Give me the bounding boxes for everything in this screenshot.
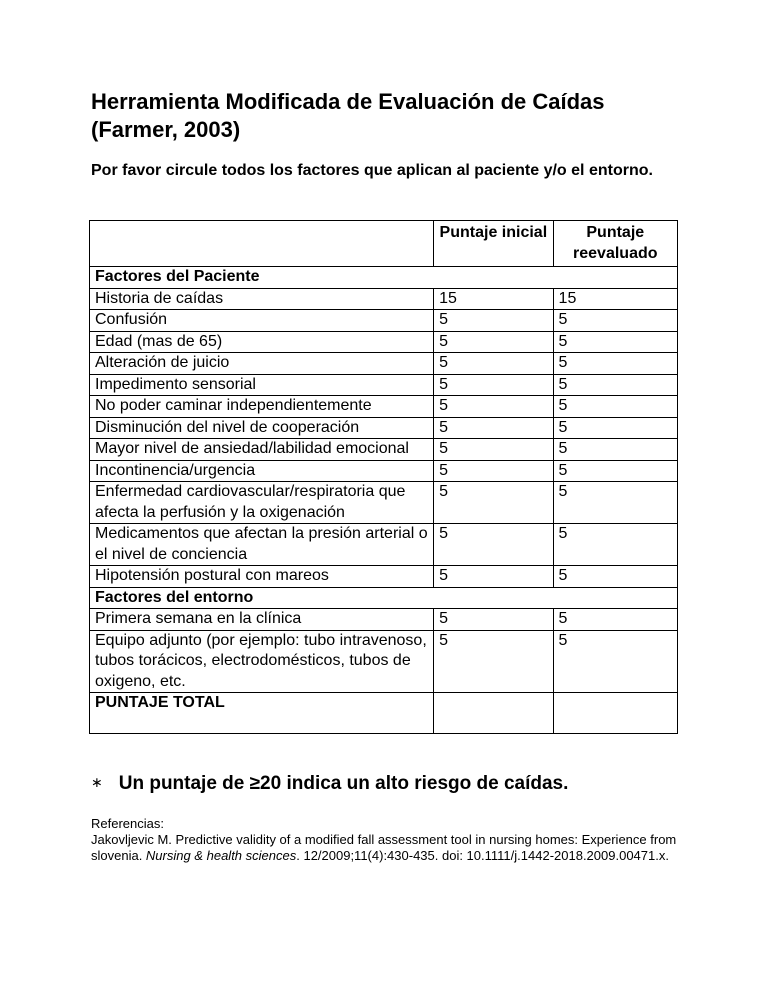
table-row — [90, 353, 678, 375]
reeval-score-cell: 5 — [553, 417, 677, 439]
section-environment-factors — [90, 587, 678, 609]
initial-score-cell: 5 — [434, 331, 553, 353]
risk-note — [91, 770, 568, 796]
initial-score-cell: 5 — [434, 417, 553, 439]
table-row — [90, 310, 678, 332]
total-label: PUNTAJE TOTAL — [90, 693, 434, 734]
section-patient-factors — [90, 267, 678, 289]
factor-cell: Alteración de juicio — [90, 353, 434, 375]
reeval-score-cell: 5 — [553, 439, 677, 461]
reeval-score-cell: 5 — [553, 353, 677, 375]
risk-note-text: Un puntaje de ≥20 indica un alto riesgo de caídas. — [118, 773, 569, 794]
factor-cell: Confusión — [90, 310, 434, 332]
reeval-score-cell: 5 — [553, 374, 677, 396]
table-row — [90, 417, 678, 439]
table-row — [90, 288, 678, 310]
factor-cell: Incontinencia/urgencia — [90, 460, 434, 482]
reeval-score-cell: 5 — [553, 566, 677, 588]
initial-score-cell: 5 — [434, 374, 553, 396]
factor-cell: Medicamentos que afectan la presión arterial o el nivel de conciencia — [90, 524, 434, 566]
instructions-text: Por favor circule todos los factores que aplican al paciente y/o el entorno. — [91, 162, 653, 179]
initial-score-cell: 5 — [434, 524, 553, 566]
table-row — [90, 331, 678, 353]
section-label: Factores del Paciente — [90, 267, 678, 289]
header-initial-score: Puntaje inicial — [434, 221, 553, 267]
table-row — [90, 439, 678, 461]
citation-end: . 12/2009;11(4):430-435. doi: 10.1111/j.1442-2018.2009.00471.x. — [296, 848, 669, 863]
factor-cell: Impedimento sensorial — [90, 374, 434, 396]
table-row — [90, 374, 678, 396]
total-initial-cell — [434, 693, 553, 734]
journal-name: Nursing & health sciences — [145, 848, 297, 863]
table-row — [90, 630, 678, 693]
initial-score-cell: 5 — [434, 566, 553, 588]
initial-score-cell: 5 — [434, 353, 553, 375]
factor-cell: Disminución del nivel de cooperación — [90, 417, 434, 439]
table-header-row — [90, 221, 678, 267]
total-reeval-cell — [553, 693, 677, 734]
total-row — [90, 693, 678, 734]
references — [91, 816, 691, 864]
factor-cell: No poder caminar independientemente — [90, 396, 434, 418]
initial-score-cell: 5 — [434, 460, 553, 482]
initial-score-cell: 5 — [434, 396, 553, 418]
references-heading: Referencias: — [91, 816, 164, 831]
reeval-score-cell: 5 — [553, 482, 677, 524]
initial-score-cell: 5 — [434, 439, 553, 461]
table-row — [90, 460, 678, 482]
reeval-score-cell: 5 — [553, 460, 677, 482]
reeval-score-cell: 5 — [553, 524, 677, 566]
reeval-score-cell: 5 — [553, 609, 677, 631]
initial-score-cell: 5 — [434, 310, 553, 332]
initial-score-cell: 15 — [434, 288, 553, 310]
table-row — [90, 524, 678, 566]
initial-score-cell: 5 — [434, 609, 553, 631]
reeval-score-cell: 5 — [553, 310, 677, 332]
factor-cell: Historia de caídas — [90, 288, 434, 310]
factor-cell: Enfermedad cardiovascular/respiratoria que afecta la perfusión y la oxigenación — [90, 482, 434, 524]
reeval-score-cell: 5 — [553, 396, 677, 418]
factor-cell: Hipotensión postural con mareos — [90, 566, 434, 588]
reference-citation — [91, 832, 691, 864]
citation-start: Jakovljevic M. Predictive validity of a modified fall assessment tool in nursing homes: Experience from slovenia. — [91, 832, 677, 863]
factor-cell: Edad (mas de 65) — [90, 331, 434, 353]
initial-score-cell: 5 — [434, 482, 553, 524]
factor-cell: Primera semana en la clínica — [90, 609, 434, 631]
reeval-score-cell: 15 — [553, 288, 677, 310]
header-reevaluated-score: Puntaje reevaluado — [553, 221, 677, 267]
bullet-asterisk: ∗ — [91, 774, 103, 790]
page-title: Herramienta Modificada de Evaluación de Caídas (Farmer, 2003) — [91, 89, 605, 142]
table-row — [90, 609, 678, 631]
reeval-score-cell: 5 — [553, 331, 677, 353]
factor-cell: Mayor nivel de ansiedad/labilidad emocional — [90, 439, 434, 461]
header-factor — [90, 221, 434, 267]
section-label: Factores del entorno — [90, 587, 678, 609]
table-row — [90, 566, 678, 588]
fall-assessment-table — [89, 220, 678, 734]
factor-cell: Equipo adjunto (por ejemplo: tubo intravenoso, tubos torácicos, electrodomésticos, tubos de oxigeno, etc. — [90, 630, 434, 693]
initial-score-cell: 5 — [434, 630, 553, 693]
table-row — [90, 482, 678, 524]
reeval-score-cell: 5 — [553, 630, 677, 693]
table-row — [90, 396, 678, 418]
